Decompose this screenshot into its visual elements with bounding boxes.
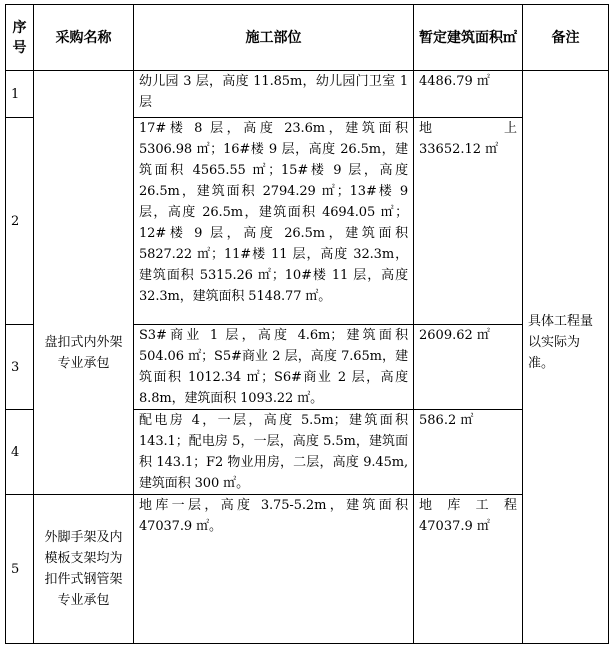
area-value: 33652.12 ㎡	[419, 142, 499, 157]
construction-location: 配电房 4，一层，高度 5.5m；建筑面积 143.1；配电房 5，一层，高度 5.5m，建筑面积 143.1；F2 物业用房，二层，高度 9.45m,建筑面积 300 ㎡。	[134, 410, 414, 495]
area-prefix-char: 库	[447, 498, 461, 513]
construction-location: 17#楼 8 层，高度 23.6m，建筑面积 5306.98 ㎡；16#楼 9 层，高度 26.5m，建筑面积 4565.55 ㎡；15#楼 9 层，高度 26.5m，建筑面积 2794.29 ㎡；13#楼 9 层，高度 26.5m，建筑面积 4694.05 ㎡；12#楼 9 层，高度 26.5m，建筑面积 5827.22 ㎡；11#楼 11 层，高度 32.3m，建筑面积 5315.26 ㎡；10#楼 11 层，高度 32.3m，建筑面积 5148.77 ㎡。	[134, 118, 414, 325]
area-value: 586.2 ㎡	[414, 410, 523, 495]
purchase-name-group-b: 外脚手架及内模板支架均为扣件式钢管架专业承包	[34, 495, 134, 644]
construction-location: 幼儿园 3 层，高度 11.85m，幼儿园门卫室 1 层	[134, 71, 414, 118]
area-cell	[414, 118, 523, 325]
area-prefix-char: 地	[419, 121, 433, 136]
area-prefix-char: 工	[475, 498, 489, 513]
area-prefix-line	[419, 118, 517, 139]
purchase-name-group-a: 盘扣式内外架专业承包	[34, 71, 134, 495]
header-location: 施工部位	[134, 5, 414, 71]
area-value: 2609.62 ㎡	[414, 325, 523, 410]
area-cell	[414, 495, 523, 644]
header-area: 暂定建筑面积㎡	[414, 5, 523, 71]
area-prefix-char: 地	[419, 498, 433, 513]
row-index: 5	[6, 495, 34, 644]
construction-location: 地库一层，高度 3.75-5.2m，建筑面积 47037.9 ㎡。	[134, 495, 414, 644]
row-index: 3	[6, 325, 34, 410]
table-row	[6, 495, 609, 644]
procurement-table	[5, 4, 609, 644]
area-value: 4486.79 ㎡	[414, 71, 523, 118]
row-index: 1	[6, 71, 34, 118]
area-prefix-line	[419, 495, 517, 516]
row-index: 4	[6, 410, 34, 495]
table-row	[6, 71, 609, 118]
area-prefix-char: 程	[503, 498, 517, 513]
row-index: 2	[6, 118, 34, 325]
area-prefix-char: 上	[503, 121, 517, 136]
header-name: 采购名称	[34, 5, 134, 71]
header-note: 备注	[523, 5, 609, 71]
header-index: 序号	[6, 5, 34, 71]
header-row	[6, 5, 609, 71]
area-value: 47037.9 ㎡	[419, 519, 490, 534]
remarks: 具体工程量以实际为准。	[523, 71, 609, 644]
construction-location: S3#商业 1 层，高度 4.6m；建筑面积 504.06 ㎡；S5#商业 2 层，高度 7.65m，建筑面积 1012.34 ㎡；S6#商业 2 层，高度 8.8m，建筑面积 1093.22 ㎡。	[134, 325, 414, 410]
